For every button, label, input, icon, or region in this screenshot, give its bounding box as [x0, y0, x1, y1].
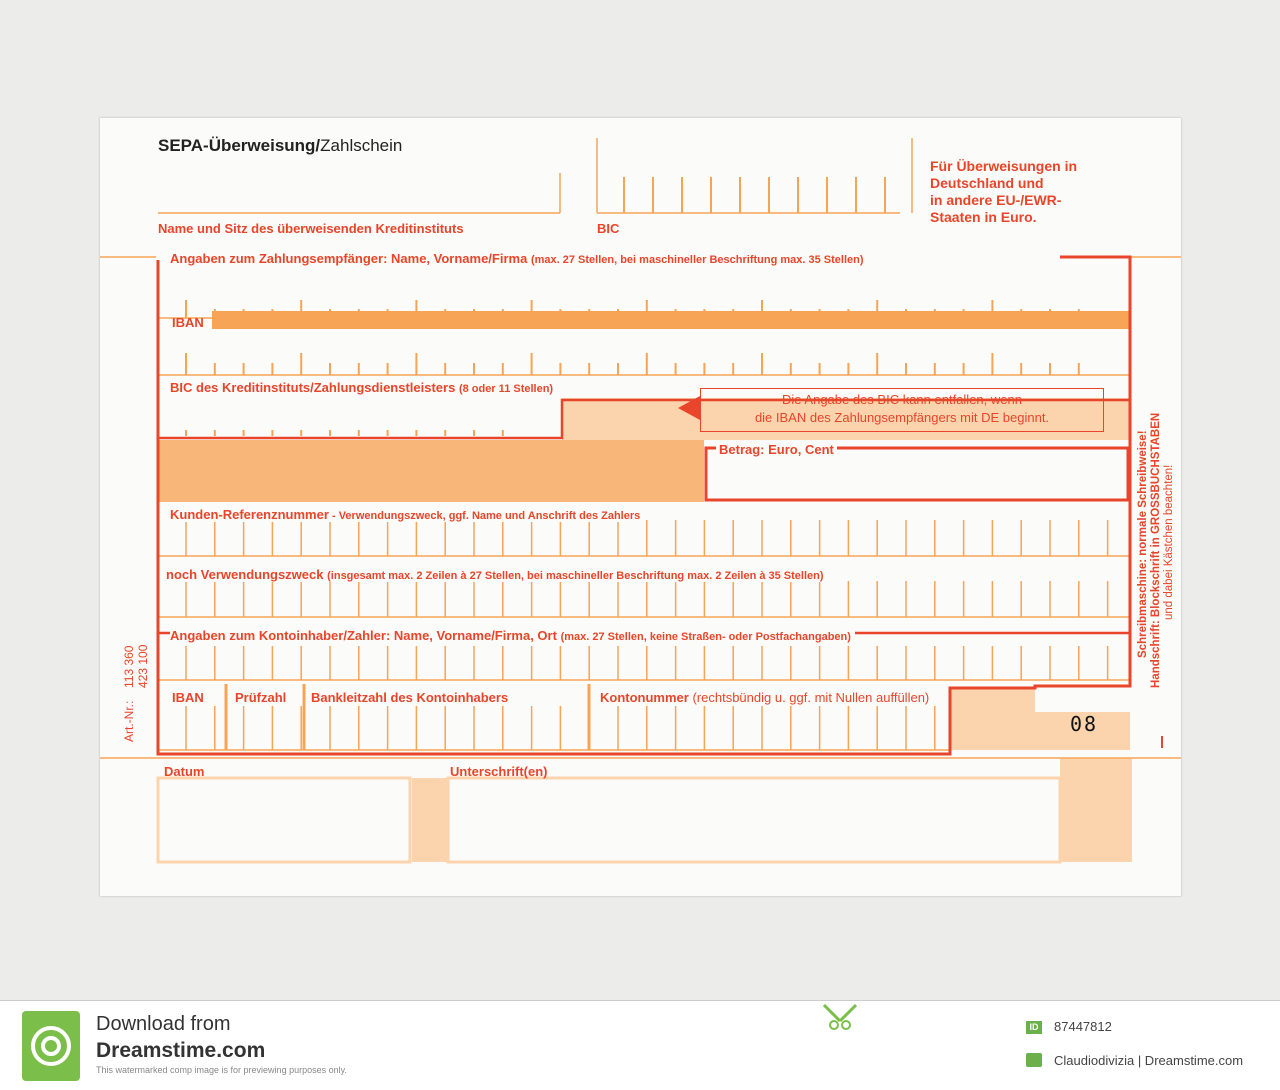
reference-label — [170, 507, 644, 522]
dreamstime-brand[interactable]: Dreamstime.com — [96, 1039, 266, 1062]
purpose-label-text: noch Verwendungszweck — [166, 567, 324, 582]
art-nr-value-1: 113 360 — [122, 645, 136, 688]
reference-label-text: Kunden-Referenznummer — [170, 507, 329, 522]
check-digits-label: Prüfzahl — [235, 690, 287, 705]
payer-iban-label: IBAN — [172, 690, 204, 705]
info-text — [930, 158, 1077, 226]
date-label: Datum — [164, 764, 205, 779]
payee-hint: (max. 27 Stellen, bei maschineller Beschriftung max. 35 Stellen) — [530, 254, 864, 266]
bic-header-label: BIC — [597, 221, 620, 236]
notice-line-1: Die Angabe des BIC kann entfallen, wenn — [782, 392, 1022, 407]
sepa-transfer-form — [100, 118, 1181, 896]
info-line-4: Staaten in Euro. — [930, 209, 1037, 225]
id-badge: ID — [1026, 1021, 1042, 1034]
form-title-rest: Zahlschein — [320, 136, 403, 155]
form-title-bold: SEPA-Überweisung/ — [158, 136, 321, 155]
watermark-note: This watermarked comp image is for previewing purposes only. — [96, 1065, 347, 1075]
bic-notice — [700, 388, 1104, 432]
side-note-line-3: und dabei Kästchen beachten! — [1163, 464, 1175, 620]
bic-field-label — [170, 380, 557, 395]
photo-credit[interactable]: Claudiodivizia | Dreamstime.com — [1054, 1053, 1244, 1068]
side-note-line-1: Schreibmaschine: normale Schreibweise! — [1137, 430, 1149, 658]
purpose-label — [166, 567, 828, 582]
date-field — [158, 778, 410, 862]
bank-name-label: Name und Sitz des überweisenden Kreditinstituts — [158, 221, 464, 236]
payee-label — [170, 251, 868, 266]
form-code: 08 — [1070, 712, 1099, 736]
account-label — [600, 690, 929, 705]
signature-field — [448, 778, 1060, 862]
art-nr-value-2: 423 100 — [136, 644, 150, 688]
art-nr-label: Art.-Nr.: — [122, 700, 136, 742]
watermark-footer — [0, 1000, 1280, 1090]
info-line-3: in andere EU-/EWR- — [930, 192, 1062, 208]
payer-label-text: Angaben zum Kontoinhaber/Zahler: Name, Vorname/Firma, Ort — [170, 628, 557, 643]
side-note-handwriting: Handschrift: Blockschrift in GROSSBUCHSTABEN — [1150, 412, 1162, 688]
payer-label — [170, 628, 855, 643]
payer-hint: (max. 27 Stellen, keine Straßen- oder Postfachangaben) — [560, 631, 851, 643]
form-title — [158, 136, 402, 156]
info-line-1: Für Überweisungen in — [930, 158, 1078, 174]
payee-label-text: Angaben zum Zahlungsempfänger: Name, Vorname/Firma — [170, 251, 528, 266]
notice-line-2: die IBAN des Zahlungsempfängers mit DE beginnt. — [754, 410, 1050, 425]
date-signature-separator — [412, 778, 448, 862]
amount-label: Betrag: Euro, Cent — [716, 442, 837, 457]
bic-field-label-text: BIC des Kreditinstituts/Zahlungsdienstleisters — [170, 380, 456, 395]
bic-field-hint: (8 oder 11 Stellen) — [458, 383, 554, 395]
side-note-line-2 — [1150, 413, 1162, 688]
info-line-2: Deutschland und — [930, 175, 1044, 191]
shaded-band — [158, 440, 704, 502]
scissors-icon — [820, 1001, 860, 1031]
dreamstime-logo-icon — [22, 1011, 80, 1081]
account-hint: (rechtsbündig u. ggf. mit Nullen auffüllen) — [692, 690, 930, 705]
reference-hint: - Verwendungszweck, ggf. Name und Anschrift des Zahlers — [328, 510, 641, 522]
download-title: Download from — [96, 1013, 231, 1035]
iban-label: IBAN — [172, 315, 204, 330]
signature-side-block — [1060, 758, 1132, 862]
account-label-text: Kontonummer — [600, 690, 689, 705]
account-shaded-end — [950, 688, 1130, 750]
camera-icon — [1026, 1053, 1042, 1067]
purpose-hint: (insgesamt max. 2 Zeilen à 27 Stellen, bei maschineller Beschriftung max. 2 Zeilen à 35 Stellen) — [327, 570, 824, 582]
bank-code-label: Bankleitzahl des Kontoinhabers — [311, 690, 509, 705]
image-id: 87447812 — [1054, 1019, 1112, 1034]
signature-label: Unterschrift(en) — [450, 764, 548, 779]
